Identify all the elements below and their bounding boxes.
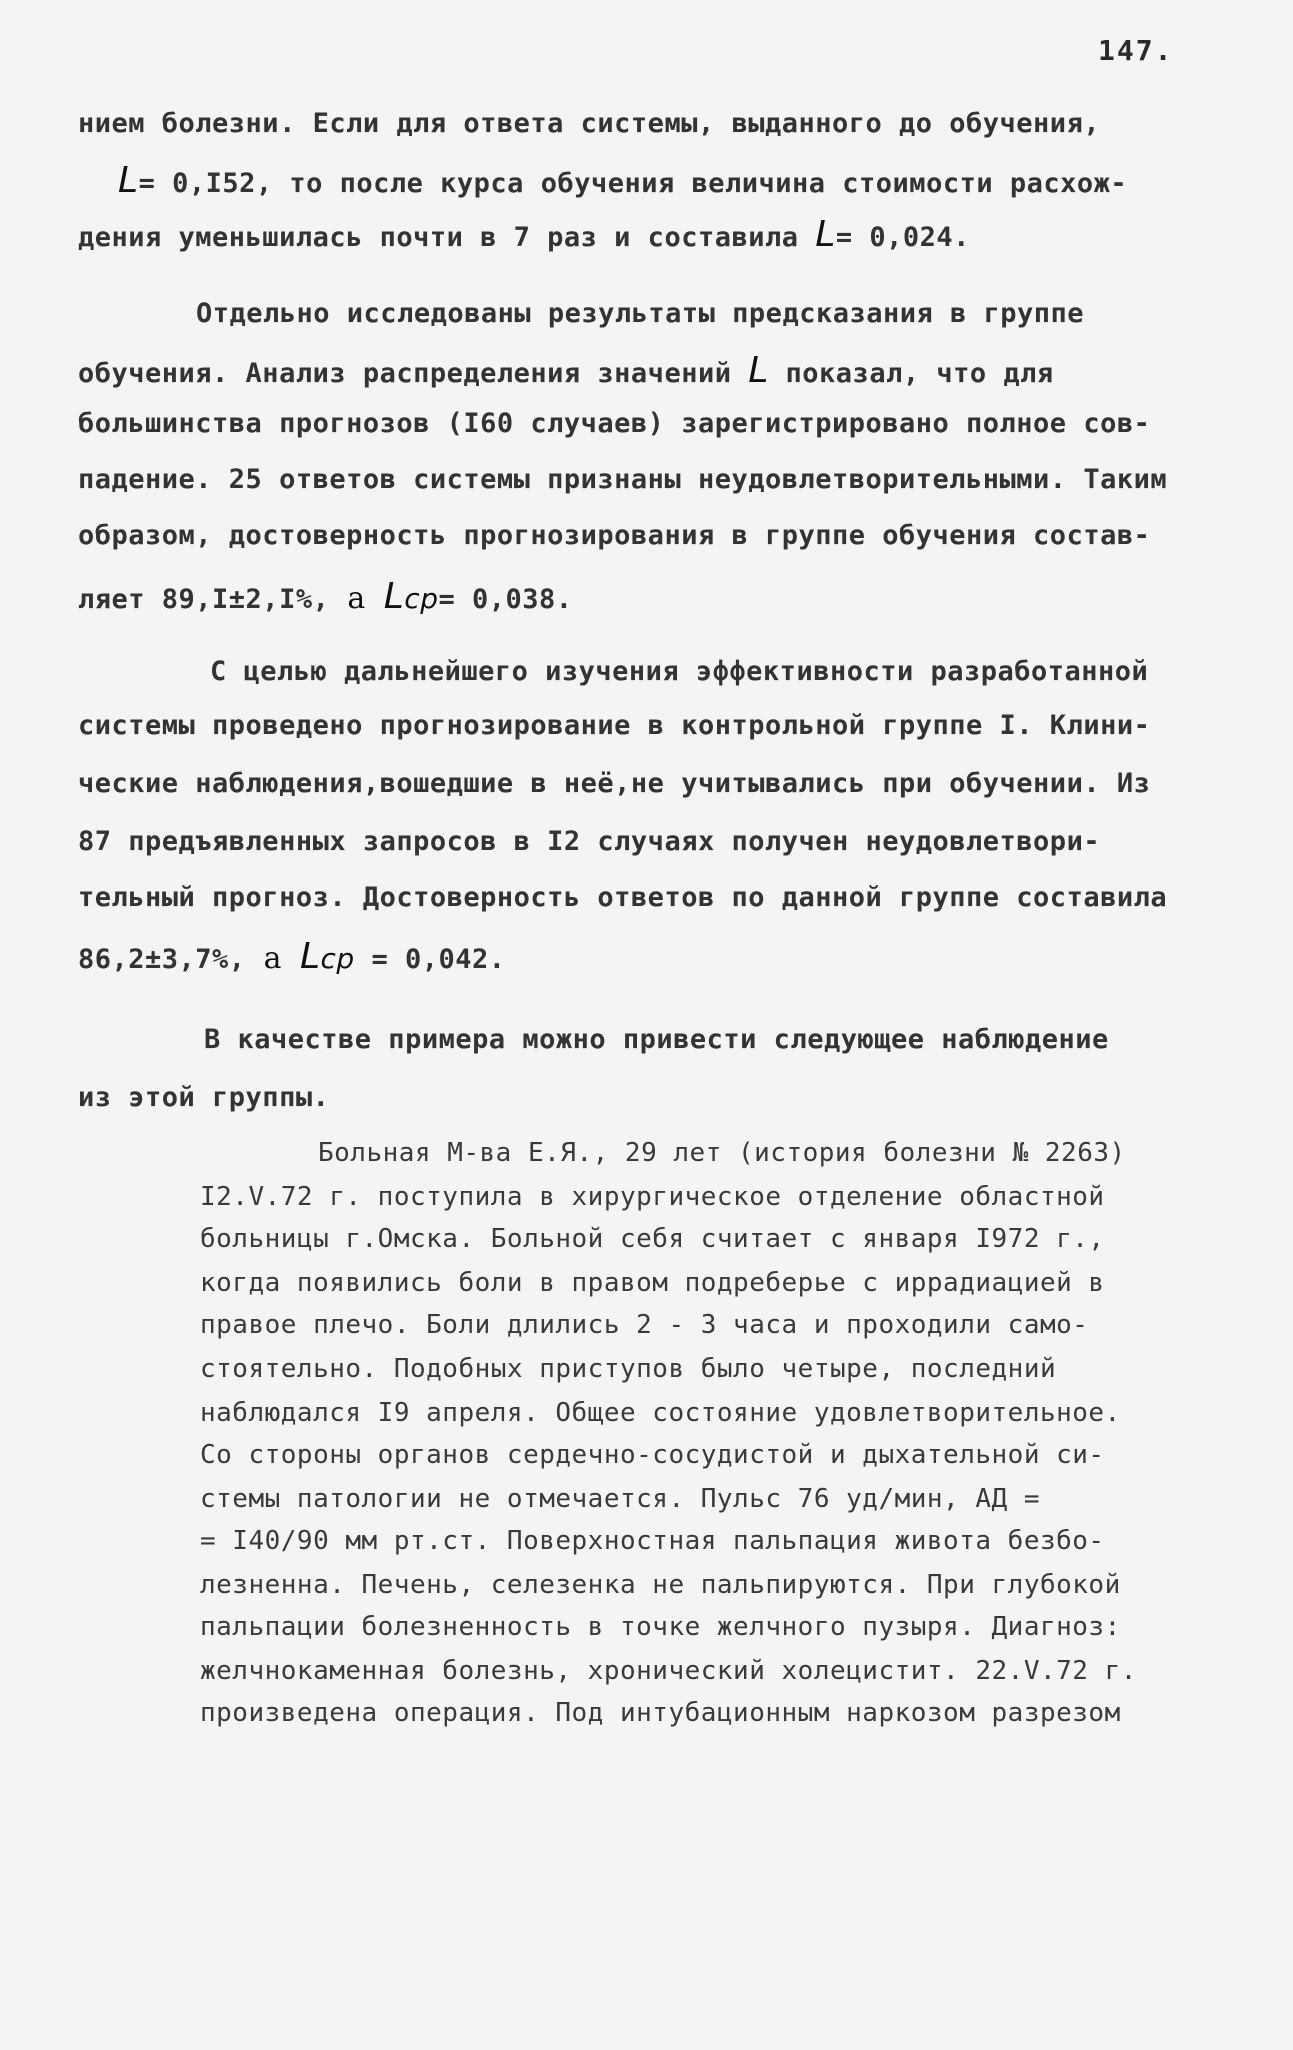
text-line bbox=[78, 768, 1150, 799]
symbol-L: L bbox=[118, 160, 139, 201]
line-text: дения уменьшилась почти в 7 раз и составила bbox=[78, 222, 816, 253]
case-line: I2.V.72 г. поступила в хирургическое отделение областной bbox=[200, 1182, 1105, 1212]
line-text: = 0,038. bbox=[438, 584, 573, 615]
text-line bbox=[210, 656, 1148, 687]
text-line bbox=[78, 520, 1150, 551]
line-text: образом, достоверность прогнозирования в группе обучения состав- bbox=[78, 520, 1151, 551]
case-line: наблюдался I9 апреля. Общее состояние удовлетворительное. bbox=[200, 1398, 1121, 1428]
case-line: стоятельно. Подобных приступов было четыре, последний bbox=[200, 1354, 1057, 1384]
line-text: падение. 25 ответов системы признаны неудовлетворительными. Таким bbox=[78, 464, 1168, 495]
symbol-L: L bbox=[748, 350, 769, 391]
text-line bbox=[78, 936, 506, 977]
text-line bbox=[78, 464, 1167, 495]
text-line bbox=[204, 1024, 1109, 1055]
line-text: = 0,I52, то после курса обучения величина стоимости расхож- bbox=[138, 168, 1128, 199]
case-line: пальпации болезненность в точке желчного пузыря. Диагноз: bbox=[200, 1612, 1121, 1642]
line-text: ческие наблюдения,вошедшие в неё,не учитывались при обучении. Из bbox=[78, 768, 1151, 799]
line-text: ляет 89,I±2,I%, bbox=[78, 584, 330, 615]
text-line bbox=[78, 214, 970, 255]
text-line bbox=[78, 350, 1054, 391]
case-line: произведена операция. Под интубационным наркозом разрезом bbox=[200, 1698, 1121, 1728]
conjunction-a: а bbox=[263, 941, 282, 976]
line-text: из этой группы. bbox=[78, 1082, 330, 1113]
text-line bbox=[196, 298, 1084, 329]
conjunction-a: а bbox=[347, 581, 366, 616]
case-line: Больная М-ва Е.Я., 29 лет (история болезни № 2263) bbox=[318, 1138, 1126, 1168]
line-text: С целью дальнейшего изучения эффективности разработанной bbox=[210, 656, 1149, 687]
symbol-L: L bbox=[299, 936, 321, 977]
text-line bbox=[78, 108, 1100, 139]
case-line: Со стороны органов сердечно-сосудистой и дыхательной си- bbox=[200, 1440, 1105, 1470]
subscript-cp: ср bbox=[320, 942, 355, 975]
line-text: показал, что для bbox=[768, 358, 1054, 389]
line-text: В качестве примера можно привести следующее наблюдение bbox=[204, 1024, 1109, 1055]
line-text: нием болезни. Если для ответа системы, выданного до обучения, bbox=[78, 108, 1101, 139]
case-line: лезненна. Печень, селезенка не пальпируются. При глубокой bbox=[200, 1570, 1121, 1600]
line-text: тельный прогноз. Достоверность ответов по данной группе составила bbox=[78, 882, 1168, 913]
case-line: больницы г.Омска. Больной себя считает с января I972 г., bbox=[200, 1224, 1105, 1254]
text-line bbox=[78, 576, 573, 617]
case-line: стемы патологии не отмечается. Пульс 76 уд/мин, АД = bbox=[200, 1484, 1040, 1514]
line-text: 87 предъявленных запросов в I2 случаях получен неудовлетвори- bbox=[78, 826, 1101, 857]
page-number: 147. bbox=[1098, 34, 1174, 67]
text-line bbox=[78, 408, 1150, 439]
line-text: Отдельно исследованы результаты предсказания в группе bbox=[196, 298, 1085, 329]
line-text: 86,2±3,7%, bbox=[78, 944, 246, 975]
symbol-L: L bbox=[815, 214, 836, 255]
case-line: когда появились боли в правом подреберье с иррадиацией в bbox=[200, 1268, 1105, 1298]
line-text: большинства прогнозов (I60 случаев) зарегистрировано полное сов- bbox=[78, 408, 1151, 439]
case-line: = I40/90 мм рт.ст. Поверхностная пальпация живота безбо- bbox=[200, 1526, 1105, 1556]
line-text: обучения. Анализ распределения значений bbox=[78, 358, 749, 389]
subscript-cp: ср bbox=[404, 582, 439, 615]
line-text: системы проведено прогнозирование в контрольной группе I. Клини- bbox=[78, 710, 1151, 741]
case-line: правое плечо. Боли длились 2 - 3 часа и проходили само- bbox=[200, 1310, 1089, 1340]
text-line bbox=[78, 882, 1167, 913]
line-text: = 0,024. bbox=[835, 222, 970, 253]
case-line: желчнокаменная болезнь, хронический холецистит. 22.V.72 г. bbox=[200, 1656, 1137, 1686]
symbol-L: L bbox=[383, 576, 405, 617]
line-text: = 0,042. bbox=[354, 944, 506, 975]
text-line bbox=[78, 710, 1150, 741]
text-line bbox=[78, 826, 1100, 857]
text-line bbox=[78, 1082, 329, 1113]
text-line bbox=[118, 160, 1127, 201]
